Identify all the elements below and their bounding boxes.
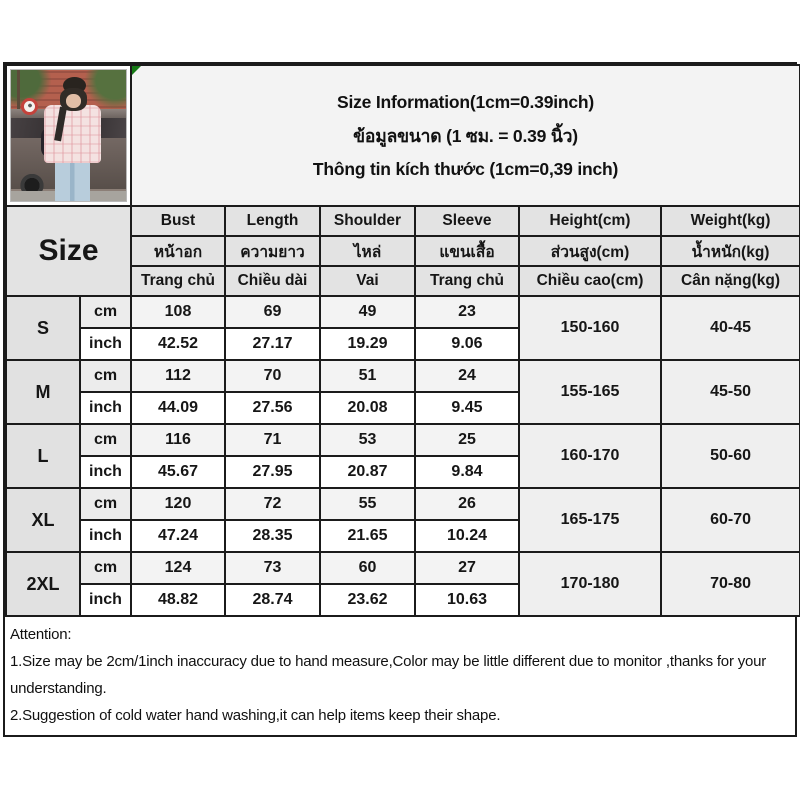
unit-label-cm: cm [80,424,131,456]
value-cell: 20.87 [320,456,415,488]
value-cell: 26 [415,488,519,520]
unit-label-inch: inch [80,456,131,488]
column-header-length-vi: Chiều dài [225,266,320,296]
weight-range-cell: 50-60 [661,424,800,488]
weight-range-cell: 45-50 [661,360,800,424]
height-range-cell: 150-160 [519,296,661,360]
size-column-header: Size [6,206,131,296]
value-cell: 10.24 [415,520,519,552]
photo-traffic-sign-digits [27,102,33,109]
column-header-weight-en: Weight(kg) [661,206,800,236]
height-range-cell: 170-180 [519,552,661,616]
photo-plaid-shirt [44,105,100,163]
size-label-l: L [6,424,80,488]
size-table [5,64,800,617]
value-cell: 28.35 [225,520,320,552]
height-range-cell: 155-165 [519,360,661,424]
size-label-2xl: 2XL [6,552,80,616]
column-header-sleeve-th: แขนเสื้อ [415,236,519,266]
value-cell: 27.95 [225,456,320,488]
value-cell: 60 [320,552,415,584]
photo-tree-trunk [17,70,20,109]
value-cell: 27.56 [225,392,320,424]
height-range-cell: 165-175 [519,488,661,552]
value-cell: 55 [320,488,415,520]
value-cell: 20.08 [320,392,415,424]
value-cell: 25 [415,424,519,456]
unit-label-inch: inch [80,520,131,552]
attention-line-1: 1.Size may be 2cm/1inch inaccuracy due to hand measure,Color may be little different due to monitor ,thanks for your understanding. [10,653,767,697]
table-title-cell [131,65,800,206]
unit-label-cm: cm [80,360,131,392]
value-cell: 27.17 [225,328,320,360]
attention-heading: Attention: [10,626,72,643]
value-cell: 28.74 [225,584,320,616]
column-header-sleeve-vi: Trang chủ [415,266,519,296]
unit-label-cm: cm [80,552,131,584]
value-cell: 108 [131,296,225,328]
weight-range-cell: 40-45 [661,296,800,360]
product-photo [10,69,127,202]
value-cell: 73 [225,552,320,584]
unit-label-inch: inch [80,584,131,616]
value-cell: 70 [225,360,320,392]
title-vietnamese: Thông tin kích thước (1cm=0,39 inch) [312,158,619,179]
unit-label-cm: cm [80,296,131,328]
value-cell: 9.84 [415,456,519,488]
value-cell: 47.24 [131,520,225,552]
unit-label-inch: inch [80,392,131,424]
column-header-shoulder-vi: Vai [320,266,415,296]
size-label-s: S [6,296,80,360]
value-cell: 42.52 [131,328,225,360]
title-english: Size Information(1cm=0.39inch) [336,91,595,112]
column-header-bust-en: Bust [131,206,225,236]
value-cell: 23.62 [320,584,415,616]
value-cell: 53 [320,424,415,456]
value-cell: 69 [225,296,320,328]
column-header-sleeve-en: Sleeve [415,206,519,236]
value-cell: 10.63 [415,584,519,616]
value-cell: 21.65 [320,520,415,552]
column-header-bust-vi: Trang chủ [131,266,225,296]
value-cell: 49 [320,296,415,328]
weight-range-cell: 70-80 [661,552,800,616]
column-header-bust-th: หน้าอก [131,236,225,266]
value-cell: 116 [131,424,225,456]
attention-line-2: 2.Suggestion of cold water hand washing,it can help items keep their shape. [10,707,501,724]
height-range-cell: 160-170 [519,424,661,488]
product-photo-cell [6,65,131,206]
column-header-height-th: ส่วนสูง(cm) [519,236,661,266]
column-header-length-en: Length [225,206,320,236]
value-cell: 72 [225,488,320,520]
value-cell: 27 [415,552,519,584]
column-header-weight-vi: Cân nặng(kg) [661,266,800,296]
value-cell: 112 [131,360,225,392]
column-header-length-th: ความยาว [225,236,320,266]
photo-traffic-sign [21,98,38,115]
value-cell: 9.45 [415,392,519,424]
value-cell: 44.09 [131,392,225,424]
column-header-height-vi: Chiều cao(cm) [519,266,661,296]
column-header-shoulder-th: ไหล่ [320,236,415,266]
value-cell: 71 [225,424,320,456]
photo-face [66,94,81,108]
size-chart-sheet [3,62,797,737]
cell-flag-icon [132,66,141,75]
value-cell: 51 [320,360,415,392]
unit-label-cm: cm [80,488,131,520]
value-cell: 24 [415,360,519,392]
unit-label-inch: inch [80,328,131,360]
photo-tree-right [85,69,127,109]
title-thai: ข้อมูลขนาด (1 ซม. = 0.39 นิ้ว) [353,125,578,146]
weight-range-cell: 60-70 [661,488,800,552]
column-header-weight-th: น้ำหนัก(kg) [661,236,800,266]
value-cell: 9.06 [415,328,519,360]
column-header-height-en: Height(cm) [519,206,661,236]
value-cell: 120 [131,488,225,520]
value-cell: 48.82 [131,584,225,616]
value-cell: 19.29 [320,328,415,360]
column-header-shoulder-en: Shoulder [320,206,415,236]
photo-jeans [55,160,91,201]
size-label-xl: XL [6,488,80,552]
value-cell: 23 [415,296,519,328]
value-cell: 45.67 [131,456,225,488]
value-cell: 124 [131,552,225,584]
attention-note [5,617,795,735]
size-label-m: M [6,360,80,424]
